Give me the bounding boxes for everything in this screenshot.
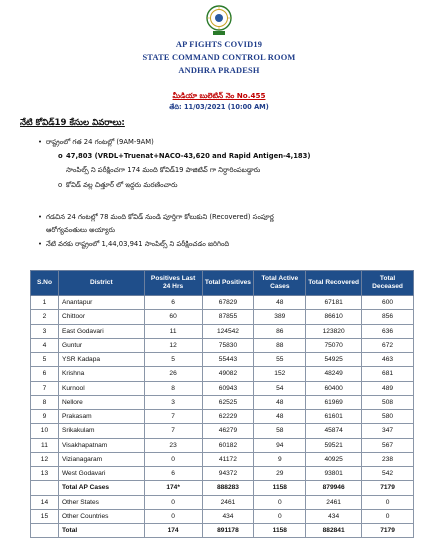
table-cell: 11: [144, 324, 202, 338]
district-cell: Total: [58, 524, 144, 538]
bullet-continuation: [46, 226, 115, 236]
table-cell: 75830: [202, 338, 254, 352]
table-cell: 882841: [306, 524, 362, 538]
bullet-continuation: [66, 166, 260, 176]
table-cell: 67181: [306, 296, 362, 310]
table-cell: 26: [144, 367, 202, 381]
table-row: [31, 509, 414, 523]
table-header-row: [31, 271, 414, 296]
district-cell: Kurnool: [58, 381, 144, 395]
deaths-text: కోవిడ్ వల్ల చిత్తూర్ లో ఇద్దరు మరణించారు: [66, 181, 178, 189]
table-cell: 9: [31, 410, 59, 424]
column-header: Positives Last 24 Hrs: [144, 271, 202, 296]
table-cell: 238: [362, 452, 414, 466]
table-cell: 86: [254, 324, 306, 338]
table-cell: 48: [254, 296, 306, 310]
table-cell: 15: [31, 509, 59, 523]
table-cell: 5: [144, 353, 202, 367]
recovered-text-cont: ఆరోగ్యవంతులు అయ్యారు: [46, 226, 116, 234]
table-cell: 29: [254, 467, 306, 481]
table-cell: 434: [202, 509, 254, 523]
table-cell: 681: [362, 367, 414, 381]
table-cell: 123820: [306, 324, 362, 338]
table-cell: 6: [144, 467, 202, 481]
table-cell: 48249: [306, 367, 362, 381]
table-row: [31, 310, 414, 324]
district-cell: Other States: [58, 495, 144, 509]
district-cell: Chittoor: [58, 310, 144, 324]
sub-bullet-item: [58, 152, 311, 160]
table-cell: 1158: [254, 524, 306, 538]
table-cell: 61601: [306, 410, 362, 424]
total-samples-text: నేటి వరకు రాష్ట్రంలో 1,44,03,941 సాంపిల్స్ ని పరీక్షించడం జరిగింది: [46, 240, 230, 248]
table-cell: 12: [31, 452, 59, 466]
district-cell: West Godavari: [58, 467, 144, 481]
table-cell: 49082: [202, 367, 254, 381]
table-cell: 60: [144, 310, 202, 324]
table-cell: 60182: [202, 438, 254, 452]
district-cell: Total AP Cases: [58, 481, 144, 495]
table-cell: 672: [362, 338, 414, 352]
table-cell: 48: [254, 410, 306, 424]
circle-bullet-icon: o: [58, 181, 63, 189]
table-row: [31, 338, 414, 352]
column-header: Total Deceased: [362, 271, 414, 296]
table-row: [31, 424, 414, 438]
table-cell: 75070: [306, 338, 362, 352]
district-cell: Nellore: [58, 395, 144, 409]
table-cell: 0: [254, 509, 306, 523]
table-cell: 4: [31, 338, 59, 352]
header-title: AP FIGHTS COVID19: [175, 40, 263, 49]
bullet-icon: •: [38, 138, 43, 146]
table-row: [31, 324, 414, 338]
table-cell: 891178: [202, 524, 254, 538]
table-cell: 5: [31, 353, 59, 367]
table-row: [31, 296, 414, 310]
table-cell: 8: [31, 395, 59, 409]
table-cell: 94372: [202, 467, 254, 481]
table-total-row: [31, 524, 414, 538]
table-cell: 8: [144, 381, 202, 395]
table-cell: 0: [362, 495, 414, 509]
circle-bullet-icon: o: [58, 152, 63, 160]
table-cell: 888283: [202, 481, 254, 495]
table-cell: 61969: [306, 395, 362, 409]
table-cell: 87855: [202, 310, 254, 324]
table-cell: 45874: [306, 424, 362, 438]
table-cell: 0: [362, 509, 414, 523]
table-row: [31, 410, 414, 424]
table-cell: 7: [31, 381, 59, 395]
bulletin-date: తేది: 11/03/2021 (10:00 AM): [169, 103, 269, 111]
table-cell: 0: [144, 509, 202, 523]
table-cell: 124542: [202, 324, 254, 338]
table-cell: 6: [144, 296, 202, 310]
table-cell: 0: [144, 452, 202, 466]
district-cases-table: [30, 270, 414, 538]
table-cell: 6: [31, 367, 59, 381]
table-cell: 174*: [144, 481, 202, 495]
table-cell: 60400: [306, 381, 362, 395]
table-cell: 7179: [362, 524, 414, 538]
table-cell: 94: [254, 438, 306, 452]
table-cell: 12: [144, 338, 202, 352]
table-row: [31, 381, 414, 395]
table-cell: [31, 524, 59, 538]
table-cell: 2461: [202, 495, 254, 509]
district-cell: East Godavari: [58, 324, 144, 338]
recovered-text: గడచిన 24 గంటల్లో 78 మంది కోవిడ్ నుండి పూర్తిగా కోలుకుని (Recovered) సంపూర్ణ: [46, 213, 274, 221]
table-cell: 62229: [202, 410, 254, 424]
column-header: Total Active Cases: [254, 271, 306, 296]
table-cell: 0: [254, 495, 306, 509]
table-cell: 14: [31, 495, 59, 509]
district-cell: Srikakulam: [58, 424, 144, 438]
district-cell: Prakasam: [58, 410, 144, 424]
table-cell: 59521: [306, 438, 362, 452]
table-cell: 3: [31, 324, 59, 338]
table-cell: 7: [144, 410, 202, 424]
table-cell: 93801: [306, 467, 362, 481]
table-cell: 13: [31, 467, 59, 481]
section-title: నేటి కోవిడ్19 కేసుల వివరాలు:: [20, 118, 125, 128]
table-cell: 41172: [202, 452, 254, 466]
table-cell: 0: [144, 495, 202, 509]
table-cell: 3: [144, 395, 202, 409]
district-cell: YSR Kadapa: [58, 353, 144, 367]
district-cell: Visakhapatnam: [58, 438, 144, 452]
table-cell: 2461: [306, 495, 362, 509]
table-cell: 58: [254, 424, 306, 438]
table-cell: 7179: [362, 481, 414, 495]
table-cell: 489: [362, 381, 414, 395]
table-cell: 7: [144, 424, 202, 438]
district-cell: Krishna: [58, 367, 144, 381]
table-cell: 1: [31, 296, 59, 310]
table-row: [31, 367, 414, 381]
column-header: Total Positives: [202, 271, 254, 296]
column-header: Total Recovered: [306, 271, 362, 296]
district-cell: Other Countries: [58, 509, 144, 523]
table-cell: 54925: [306, 353, 362, 367]
table-cell: 10: [31, 424, 59, 438]
bullet-text: రాష్ట్రంలో గత 24 గంటల్లో (9AM-9AM): [46, 138, 154, 146]
table-cell: 463: [362, 353, 414, 367]
sub-bullet-item: [58, 181, 177, 191]
samples-tested-text: 47,803 (VRDL+Truenat+NACO-43,620 and Rapid Antigen-4,183): [66, 152, 311, 160]
table-cell: 67829: [202, 296, 254, 310]
table-row: [31, 395, 414, 409]
column-header: S.No: [31, 271, 59, 296]
district-cell: Anantapur: [58, 296, 144, 310]
bullet-icon: •: [38, 240, 43, 248]
district-cell: Guntur: [58, 338, 144, 352]
table-row: [31, 495, 414, 509]
table-cell: 11: [31, 438, 59, 452]
bulletin-number: మీడియా బులెటిన్ నెం No.455: [172, 91, 266, 100]
table-cell: 152: [254, 367, 306, 381]
bullet-item: [38, 138, 154, 148]
header-state: ANDHRA PRADESH: [178, 66, 260, 75]
table-cell: 434: [306, 509, 362, 523]
table-cell: 2: [31, 310, 59, 324]
bullet-item: [38, 213, 274, 223]
table-cell: 347: [362, 424, 414, 438]
table-cell: 55: [254, 353, 306, 367]
bullet-icon: •: [38, 213, 43, 221]
table-row: [31, 353, 414, 367]
table-cell: [31, 481, 59, 495]
table-row: [31, 467, 414, 481]
column-header: District: [58, 271, 144, 296]
table-cell: 1158: [254, 481, 306, 495]
state-emblem-icon: [205, 3, 233, 37]
table-cell: 60943: [202, 381, 254, 395]
table-cell: 86610: [306, 310, 362, 324]
table-cell: 48: [254, 395, 306, 409]
table-cell: 389: [254, 310, 306, 324]
table-cell: 55443: [202, 353, 254, 367]
table-cell: 567: [362, 438, 414, 452]
table-cell: 62525: [202, 395, 254, 409]
district-cell: Vizianagaram: [58, 452, 144, 466]
header-subtitle: STATE COMMAND CONTROL ROOM: [142, 53, 296, 62]
table-cell: 856: [362, 310, 414, 324]
table-cell: 879946: [306, 481, 362, 495]
table-cell: 46279: [202, 424, 254, 438]
table-cell: 542: [362, 467, 414, 481]
table-cell: 40925: [306, 452, 362, 466]
table-cell: 580: [362, 410, 414, 424]
table-cell: 23: [144, 438, 202, 452]
table-row: [31, 438, 414, 452]
table-cell: 508: [362, 395, 414, 409]
positives-text: సాంపిల్స్ ని పరీక్షించగా 174 మంది కోవిడ్19 పాజిటివ్ గా నిర్ధారింపబడ్డారు: [66, 166, 261, 174]
table-cell: 600: [362, 296, 414, 310]
bullet-item: [38, 240, 229, 250]
table-cell: 54: [254, 381, 306, 395]
table-cell: 174: [144, 524, 202, 538]
table-row: [31, 452, 414, 466]
table-total-row: [31, 481, 414, 495]
table-cell: 9: [254, 452, 306, 466]
table-cell: 636: [362, 324, 414, 338]
table-cell: 88: [254, 338, 306, 352]
